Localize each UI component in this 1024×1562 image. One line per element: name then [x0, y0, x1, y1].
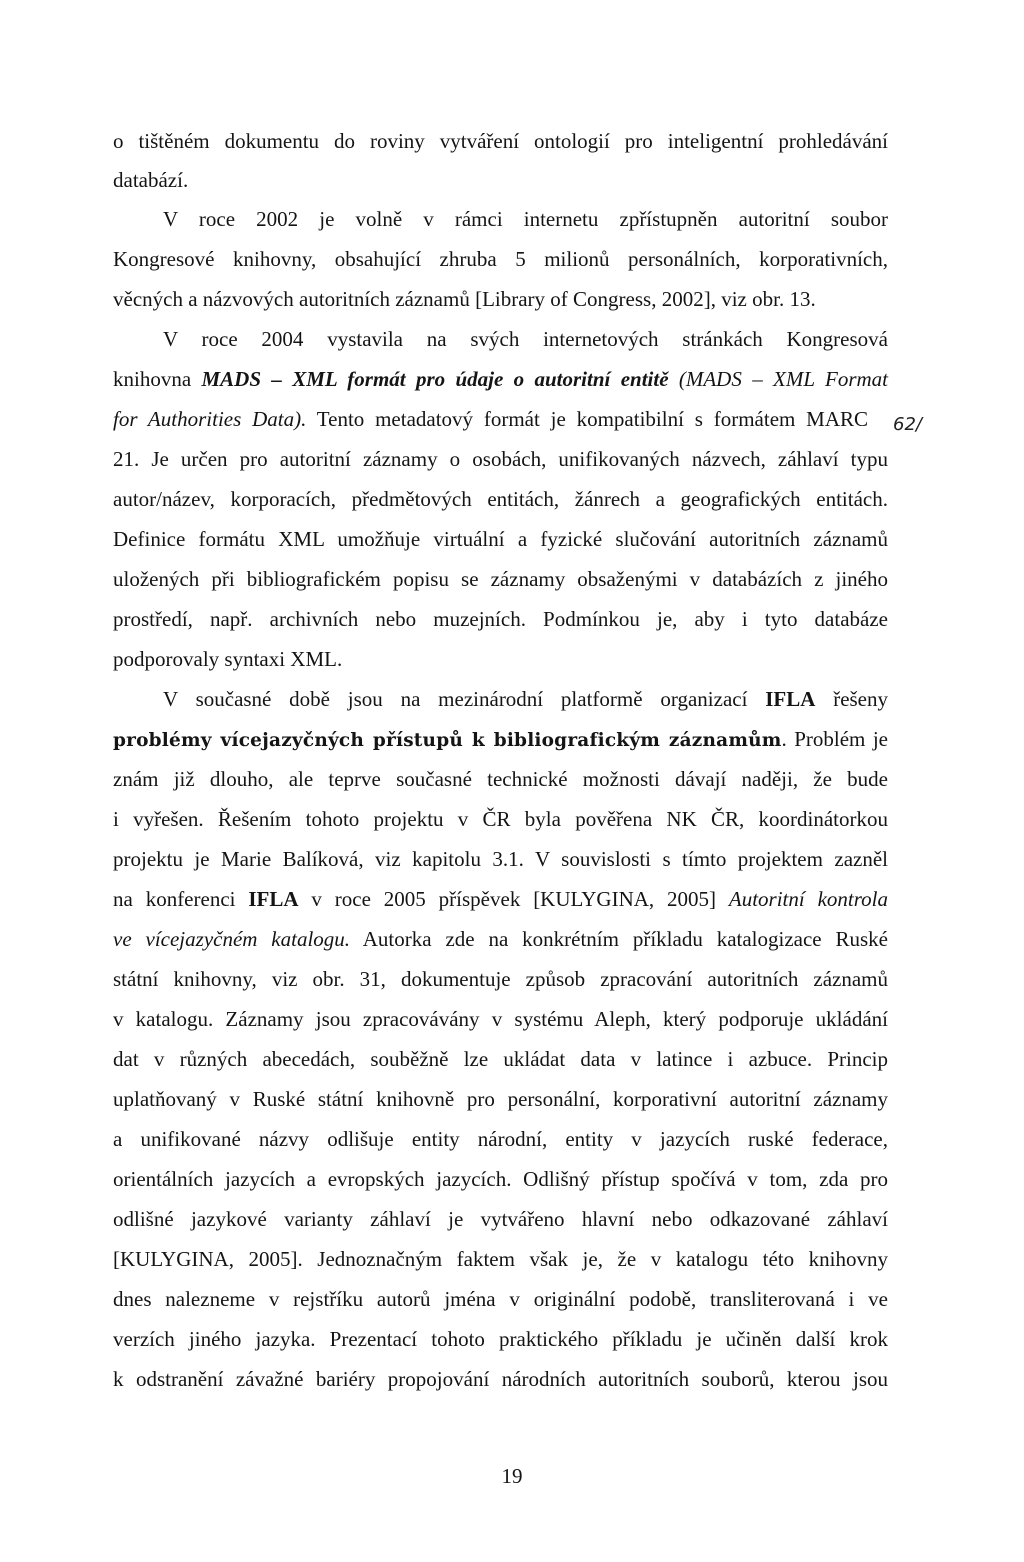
text-line: verzích jiného jazyka. Prezentací tohoto praktického příkladu je učiněn další krok	[113, 1327, 888, 1351]
text-line: databází.	[113, 168, 189, 192]
text-line: 21. Je určen pro autoritní záznamy o osobách, unifikovaných názvech, záhlaví typu	[113, 447, 888, 471]
cited-title: ve vícejazyčném katalogu.	[113, 927, 351, 951]
text-line: for Authorities Data). Tento metadatový formát je kompatibilní s formátem MARC	[113, 407, 869, 431]
text-line: dat v různých abecedách, souběžně lze ukládat data v latince i azbuce. Princip	[113, 1047, 888, 1071]
paragraph-first-line: V roce 2002 je volně v rámci internetu zpřístupněn autoritní soubor	[163, 207, 888, 231]
text-line: znám již dlouho, ale teprve současné technické možnosti dávají naději, že bude	[113, 767, 888, 791]
text-line: ve vícejazyčném katalogu. Autorka zde na konkrétním příkladu katalogizace Ruské	[113, 927, 888, 951]
text-line: autor/název, korporacích, předmětových entitách, žánrech a geografických entitách.	[113, 487, 888, 511]
handwritten-note: 62/	[893, 414, 922, 435]
text-line: v katalogu. Záznamy jsou zpracovávány v systému Aleph, který podporuje ukládání	[113, 1007, 888, 1031]
paragraph-first-line: V roce 2004 vystavila na svých internetových stránkách Kongresová	[163, 327, 888, 351]
cited-title: Autoritní kontrola	[728, 887, 888, 911]
paragraph-first-line: V současné době jsou na mezinárodní platformě organizací IFLA řešeny	[163, 687, 889, 711]
page-number: 19	[501, 1464, 523, 1488]
text-line: uložených při bibliografickém popisu se záznamy obsaženými v databázích z jiného	[113, 567, 888, 591]
text-line: [KULYGINA, 2005]. Jednoznačným faktem však je, že v katalogu této knihovny	[113, 1247, 888, 1271]
text-line: a unifikované názvy odlišuje entity národní, entity v jazycích ruské federace,	[113, 1127, 888, 1151]
text-line: k odstranění závažné bariéry propojování národních autoritních souborů, kterou jsou	[113, 1367, 888, 1391]
text-line: uplatňovaný v Ruské státní knihovně pro personální, korporativní autoritní záznamy	[113, 1087, 888, 1111]
text-line: projektu je Marie Balíková, viz kapitolu 3.1. V souvislosti s tímto projektem zazněl	[113, 847, 888, 871]
ifla-emphasis: IFLA	[248, 887, 299, 911]
text-line: problémy vícejazyčných přístupů k bibliografickým záznamům. Problém je	[113, 727, 888, 751]
text-line: orientálních jazycích a evropských jazycích. Odlišný přístup spočívá v tom, zda pro	[113, 1167, 888, 1191]
text-line: prostředí, např. archivních nebo muzejních. Podmínkou je, aby i tyto databáze	[113, 607, 888, 631]
text-line: věcných a názvových autoritních záznamů [Library of Congress, 2002], viz obr. 13.	[113, 287, 816, 311]
bold-topic-emphasis: problémy vícejazyčných přístupů k bibliografickým záznamům	[113, 730, 782, 751]
text-line: Kongresové knihovny, obsahující zhruba 5 milionů personálních, korporativních,	[113, 247, 888, 271]
text-line: na konferenci IFLA v roce 2005 příspěvek [KULYGINA, 2005] Autoritní kontrola	[113, 887, 888, 911]
text-line: podporovaly syntaxi XML.	[113, 647, 343, 671]
text-line: o tištěném dokumentu do roviny vytváření ontologií pro inteligentní prohledávání	[113, 129, 888, 153]
text-line: i vyřešen. Řešením tohoto projektu v ČR byla pověřena NK ČR, koordinátorkou	[113, 807, 888, 831]
text-line: Definice formátu XML umožňuje virtuální a fyzické slučování autoritních záznamů	[113, 527, 888, 551]
mads-title-emphasis: MADS – XML formát pro údaje o autoritní entitě	[201, 367, 669, 391]
text-line: odlišné jazykové varianty záhlaví je vytvářeno hlavní nebo odkazované záhlaví	[113, 1207, 888, 1231]
text-line: dnes nalezneme v rejstříku autorů jména v originální podobě, transliterovaná i ve	[113, 1287, 888, 1311]
ifla-emphasis: IFLA	[765, 687, 816, 711]
text-line: knihovna MADS – XML formát pro údaje o autoritní entitě (MADS – XML Format	[113, 367, 888, 391]
text-line: státní knihovny, viz obr. 31, dokumentuje způsob zpracování autoritních záznamů	[113, 967, 888, 991]
